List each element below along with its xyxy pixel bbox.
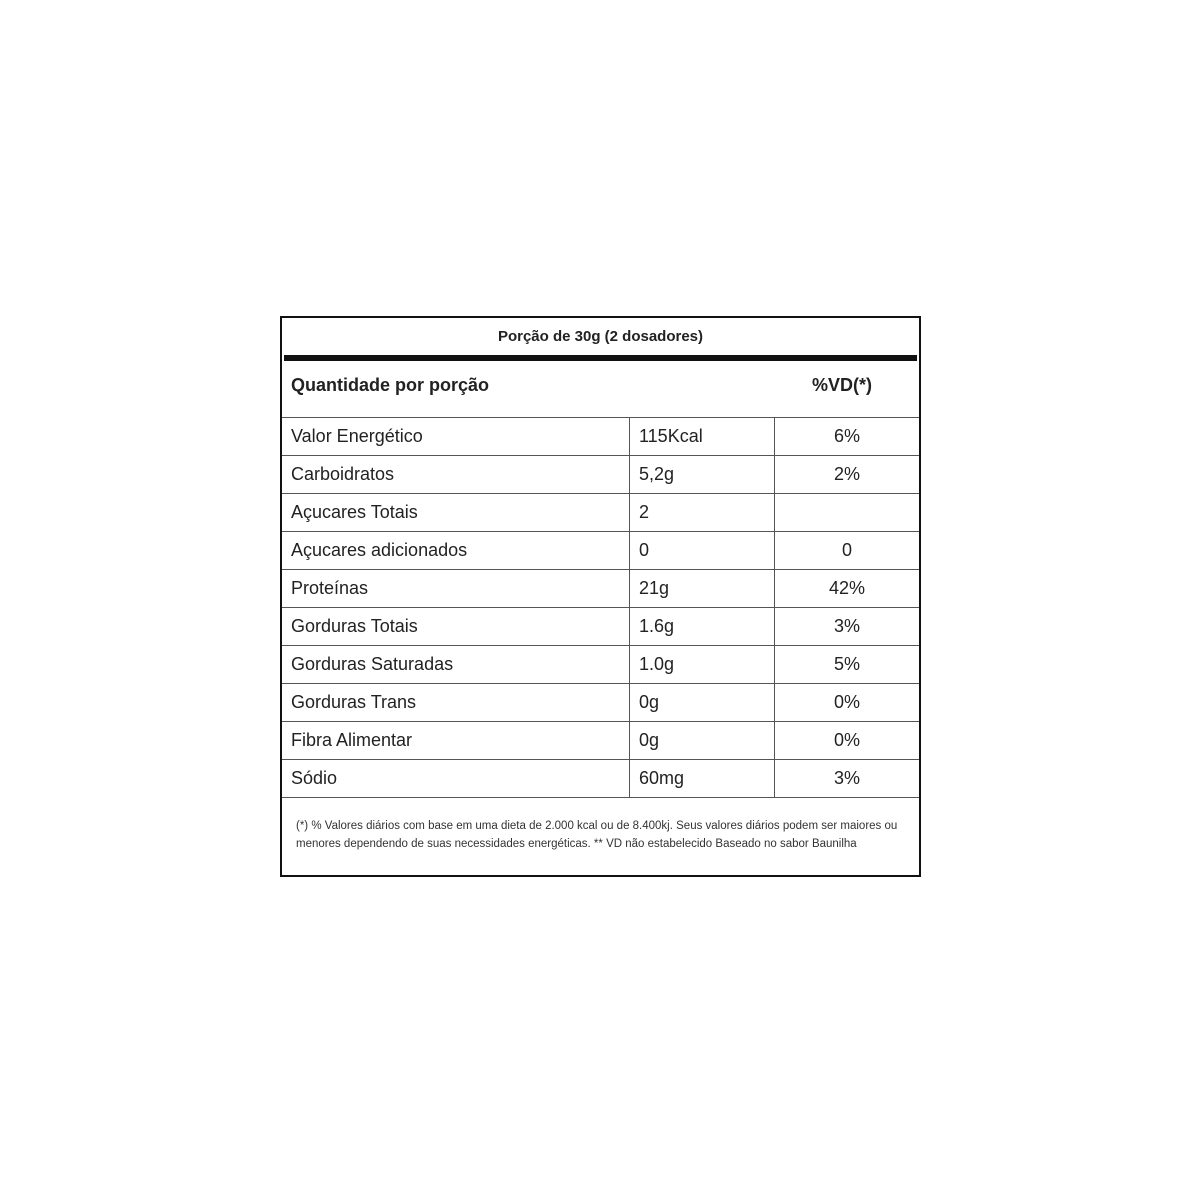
nutrient-name: Gorduras Trans <box>282 684 630 722</box>
portion-size: Porção de 30g (2 dosadores) <box>497 328 704 345</box>
nutrient-amount: 115Kcal <box>630 418 775 456</box>
nutrient-vd: 6% <box>775 418 920 456</box>
table-row <box>282 494 919 532</box>
nutrient-name: Açucares adicionados <box>282 532 630 570</box>
nutrient-vd: 3% <box>775 608 920 646</box>
table-row <box>282 456 919 494</box>
nutrient-amount: 1.0g <box>630 646 775 684</box>
nutrient-table <box>282 418 919 798</box>
nutrient-amount: 21g <box>630 570 775 608</box>
nutrient-name: Carboidratos <box>282 456 630 494</box>
nutrient-name: Valor Energético <box>282 418 630 456</box>
nutrient-name: Fibra Alimentar <box>282 722 630 760</box>
table-row <box>282 684 919 722</box>
nutrient-name: Proteínas <box>282 570 630 608</box>
nutrient-amount: 60mg <box>630 760 775 798</box>
nutrient-vd: 5% <box>775 646 920 684</box>
nutrient-amount: 0g <box>630 722 775 760</box>
nutrient-name: Gorduras Saturadas <box>282 646 630 684</box>
nutrient-amount: 0 <box>630 532 775 570</box>
table-row <box>282 722 919 760</box>
table-row <box>282 608 919 646</box>
table-row <box>282 532 919 570</box>
nutrient-vd <box>775 494 920 532</box>
table-row <box>282 646 919 684</box>
nutrient-amount: 0g <box>630 684 775 722</box>
nutrient-vd: 42% <box>775 570 920 608</box>
table-row <box>282 570 919 608</box>
nutrient-vd: 0 <box>775 532 920 570</box>
vd-label: %VD(*) <box>811 375 872 395</box>
nutrient-name: Sódio <box>282 760 630 798</box>
nutrient-amount: 5,2g <box>630 456 775 494</box>
table-header <box>282 361 919 418</box>
nutrient-vd: 0% <box>775 722 920 760</box>
table-row <box>282 760 919 798</box>
footnote: (*) % Valores diários com base em uma dieta de 2.000 kcal ou de 8.400kj. Seus valores diários podem ser maiores ou menores dependendo de suas necessidades energéticas. ** VD não estabelecido Baseado no sabor Baunilha <box>296 820 898 850</box>
nutrient-name: Açucares Totais <box>282 494 630 532</box>
nutrient-vd: 3% <box>775 760 920 798</box>
quantity-per-portion-label: Quantidade por porção <box>291 375 490 395</box>
nutrient-vd: 0% <box>775 684 920 722</box>
nutrient-amount: 1.6g <box>630 608 775 646</box>
table-row <box>282 418 919 456</box>
nutrition-facts-table <box>280 316 921 877</box>
nutrient-vd: 2% <box>775 456 920 494</box>
nutrient-name: Gorduras Totais <box>282 608 630 646</box>
nutrient-amount: 2 <box>630 494 775 532</box>
